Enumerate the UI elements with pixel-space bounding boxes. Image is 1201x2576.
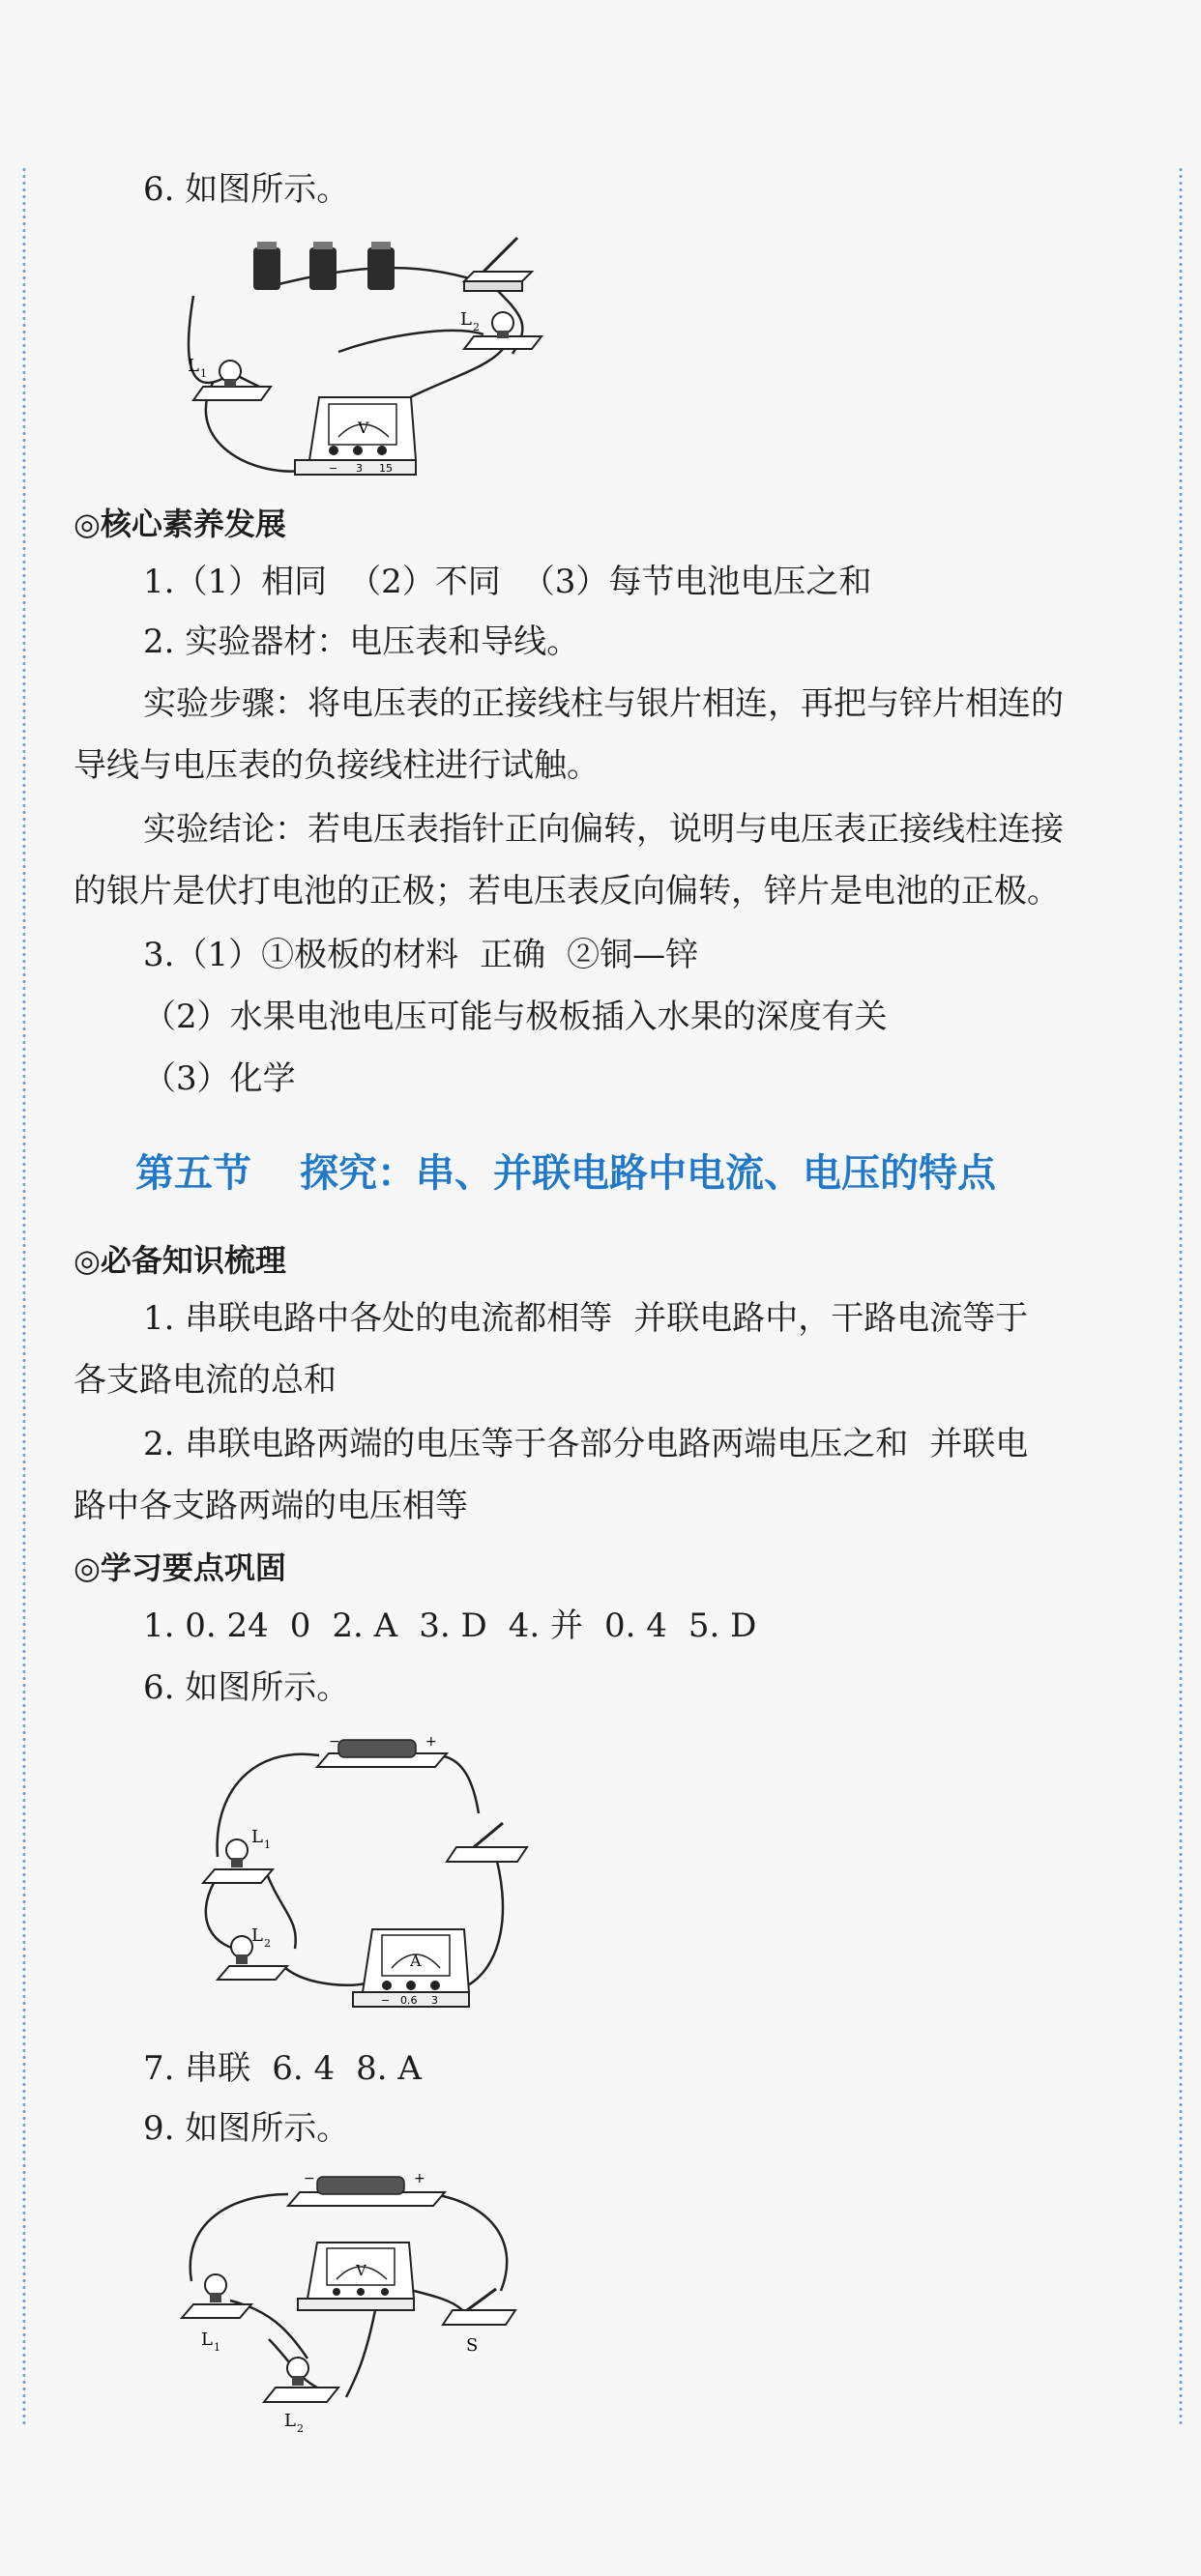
battery-minus: −: [304, 2171, 315, 2186]
battery-1-icon: [253, 242, 280, 290]
label-l2-sub: 2: [297, 2422, 304, 2435]
core-conclusion-line-2: 的银片是伏打电池的正极；若电压表反向偏转，锌片是电池的正极。: [73, 872, 1060, 911]
core-answer-3-1: 3.（1）①极板的材料 正确 ②铜—锌: [143, 936, 699, 974]
battery-2-icon: [309, 242, 337, 290]
label-l2: L: [251, 1925, 263, 1946]
switch-icon: [464, 238, 532, 291]
terminal-0-6: 0.6: [400, 1994, 418, 2007]
section-title-text: 探究：串、并联电路中电流、电压的特点: [300, 1151, 996, 1196]
terminal-minus: −: [381, 1994, 391, 2007]
knowledge-heading: ◎必备知识梳理: [73, 1242, 286, 1279]
core-steps-line-1: 实验步骤：将电压表的正接线柱与银片相连，再把与锌片相连的: [143, 684, 1064, 723]
battery-3-icon: [367, 242, 395, 290]
knowledge-2-line-1: 2. 串联电路两端的电压等于各部分电路两端电压之和 并联电: [143, 1425, 1029, 1463]
label-l1-sub: 1: [264, 1838, 271, 1851]
practice-answers-line: 1. 0. 24 0 2. A 3. D 4. 并 0. 4 5. D: [143, 1606, 757, 1645]
practice-question-9: 9. 如图所示。: [143, 2109, 350, 2148]
label-l1-sub: 1: [200, 367, 207, 380]
terminal-minus: −: [329, 462, 338, 475]
voltmeter-label: V: [356, 2262, 366, 2279]
core-heading: ◎核心素养发展: [73, 506, 286, 542]
core-steps-line-2: 导线与电压表的负接线柱进行试触。: [73, 746, 600, 785]
switch-icon: [447, 1823, 527, 1862]
terminal-3: 3: [356, 462, 363, 475]
core-conclusion-line-1: 实验结论：若电压表指针正向偏转，说明与电压表正接线柱连接: [143, 810, 1064, 849]
circuit-figure-3: [172, 2165, 530, 2436]
dotted-border-right: [1178, 166, 1184, 2428]
label-l2: L: [284, 2411, 296, 2431]
practice-heading: ◎学习要点巩固: [73, 1549, 286, 1586]
section-title: [135, 1143, 996, 1198]
knowledge-1-line-1: 1. 串联电路中各处的电流都相等 并联电路中，干路电流等于: [143, 1299, 1029, 1338]
label-l1: L: [251, 1827, 263, 1847]
dotted-border-left: [21, 166, 27, 2428]
label-l2: L: [460, 309, 472, 330]
voltmeter-label: V: [358, 419, 369, 437]
label-s: S: [466, 2335, 479, 2356]
question-6-top: 6. 如图所示。: [143, 170, 350, 209]
battery-minus: −: [329, 1734, 340, 1750]
circuit-figure-1: [174, 228, 561, 489]
battery-plus: +: [425, 1734, 437, 1750]
label-l2-sub: 2: [264, 1937, 271, 1950]
label-l1-sub: 1: [214, 2341, 220, 2354]
core-answer-1: 1.（1）相同 （2）不同 （3）每节电池电压之和: [143, 563, 872, 601]
terminal-15: 15: [379, 462, 393, 475]
battery-plus: +: [414, 2171, 425, 2186]
circuit-figure-2: [193, 1726, 542, 2016]
switch-icon: [443, 2289, 515, 2325]
label-l1: L: [201, 2330, 213, 2350]
section-number: 第五节: [135, 1151, 251, 1196]
bulb-l2-icon: [264, 2358, 338, 2402]
ammeter-label: A: [410, 1952, 422, 1970]
knowledge-2-line-2: 路中各支路两端的电压相等: [73, 1487, 468, 1525]
core-answer-3-2: （2）水果电池电压可能与极板插入水果的深度有关: [143, 998, 888, 1036]
label-l2-sub: 2: [473, 321, 480, 333]
label-l1: L: [188, 356, 199, 376]
knowledge-1-line-2: 各支路电流的总和: [73, 1361, 337, 1400]
core-answer-2: 2. 实验器材：电压表和导线。: [143, 622, 580, 661]
core-answer-3-3: （3）化学: [143, 1059, 296, 1098]
practice-q7-q8: 7. 串联 6. 4 8. A: [143, 2049, 422, 2088]
practice-question-6: 6. 如图所示。: [143, 1668, 350, 1707]
terminal-3: 3: [431, 1994, 438, 2007]
